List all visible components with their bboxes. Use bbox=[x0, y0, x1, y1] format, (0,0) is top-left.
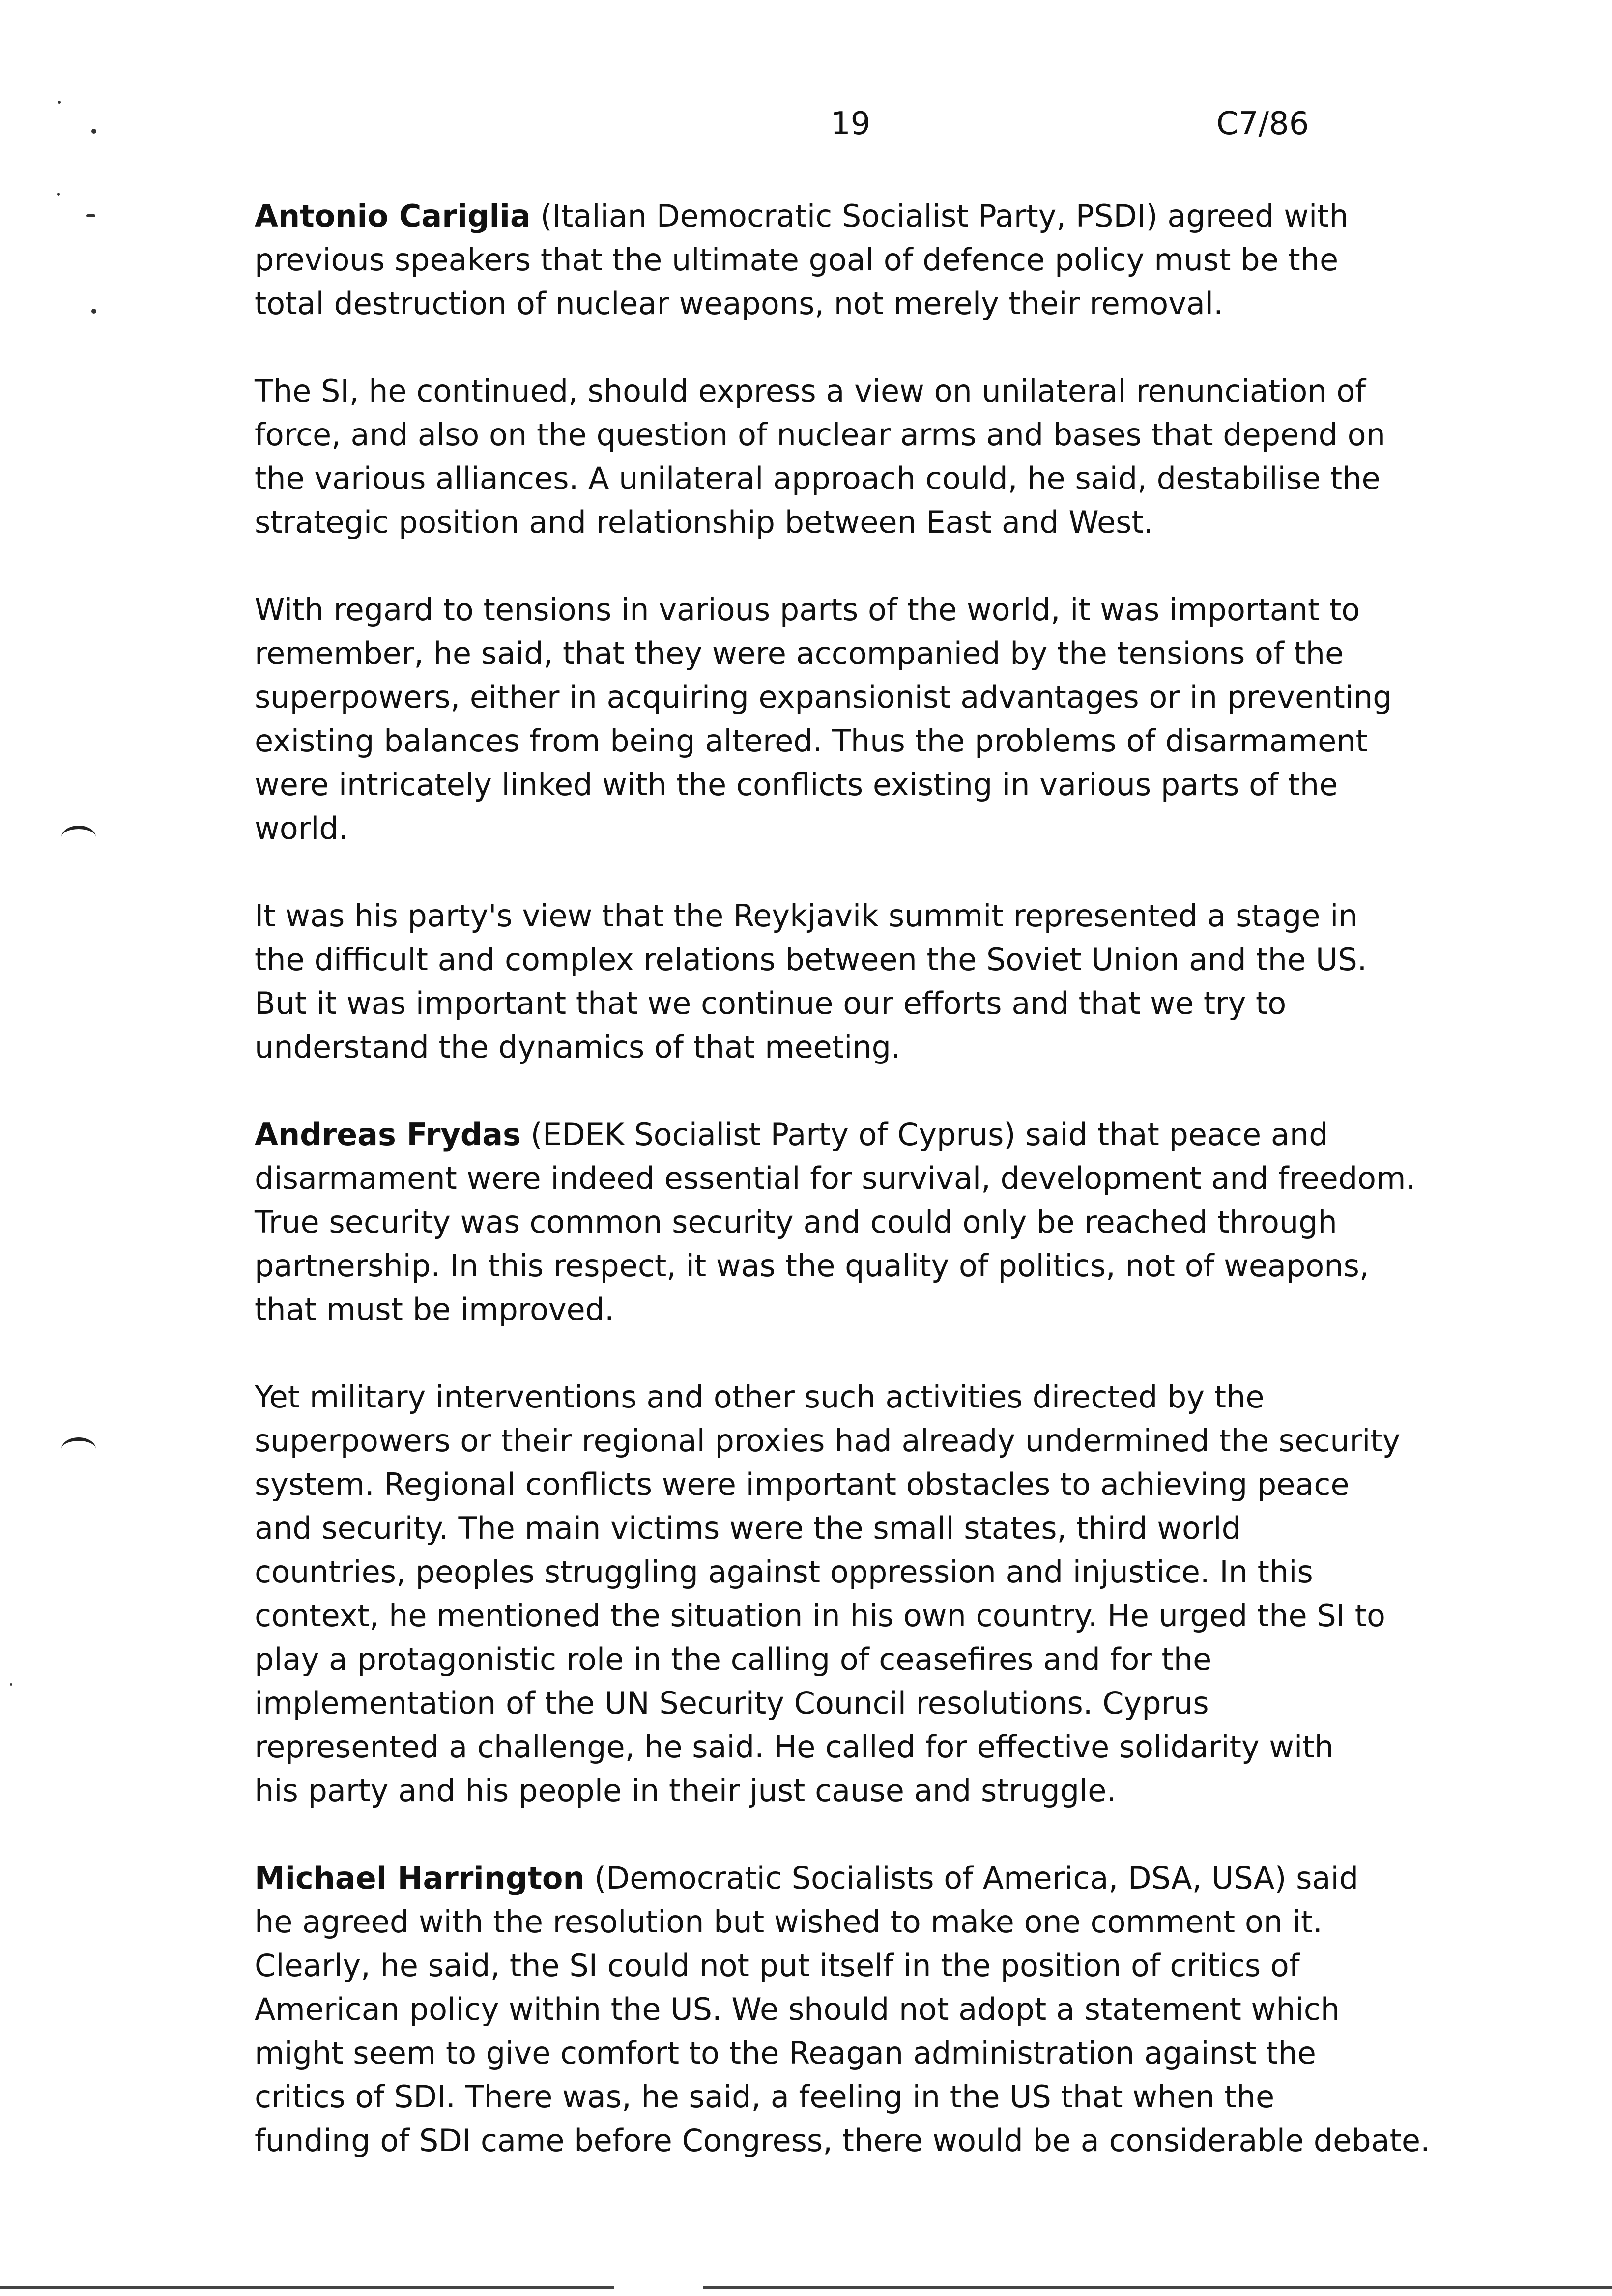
scan-speck bbox=[57, 193, 60, 196]
scan-speck bbox=[58, 101, 61, 104]
paragraph-si-view bbox=[255, 369, 1454, 544]
paragraph-text: The SI, he continued, should express a view on unilateral renunciation of force, and also on the question of nuclear arms and bases that depend on the various alliances. A unilateral approach could, he said, destabilise the strategic position and relationship between East and West. bbox=[255, 373, 1385, 540]
paragraph-text: (Democratic Socialists of America, DSA, USA) said he agreed with the resolution but wished to make one comment on it. Clearly, he said, the SI could not put itself in the position of critics of American policy within the US. We should not adopt a statement which might seem to give comfort to the Reagan administration against the critics of SDI. There was, he said, a feeling in the US that when the funding of SDI came before Congress, there would be a considerable debate. bbox=[255, 1860, 1430, 2158]
paragraph-text: Yet military interventions and other such activities directed by the superpowers or their regional proxies had already undermined the security system. Regional conflicts were important obstacles to achieving peace and security. The main victims were the small states, third world countries, peoples struggling against oppression and injustice. In this context, he mentioned the situation in his own country. He urged the SI to play a protagonistic role in the calling of ceasefires and for the implementation of the UN Security Council resolutions. Cyprus represented a challenge, he said. He called for effective solidarity with his party and his people in their just cause and struggle. bbox=[255, 1379, 1401, 1808]
page-header bbox=[0, 106, 1612, 150]
page-number: 19 bbox=[831, 106, 871, 142]
paragraph-text: With regard to tensions in various parts of the world, it was important to remember, he said, that they were accompanied by the tensions of the superpowers, either in acquiring expansionist advantages or in preventing existing balances from being altered. Thus the problems of disarmament were intricately linked with the conflicts existing in various parts of the world. bbox=[255, 592, 1392, 846]
paragraph-frydas bbox=[255, 1113, 1454, 1331]
bottom-scan-line bbox=[703, 2286, 1612, 2289]
binder-hole-mark bbox=[86, 214, 95, 217]
speaker-name: Antonio Cariglia bbox=[255, 198, 531, 234]
paragraph-text: (Italian Democratic Socialist Party, PSDI) agreed with previous speakers that the ultimate goal of defence policy must be the total destruction of nuclear weapons, not merely their removal. bbox=[255, 198, 1349, 321]
paragraph-harrington bbox=[255, 1856, 1454, 2162]
bottom-scan-line bbox=[0, 2286, 614, 2289]
paragraph-cariglia bbox=[255, 194, 1454, 325]
paragraph-military-interventions bbox=[255, 1375, 1454, 1812]
binder-hole-mark bbox=[91, 309, 96, 314]
paragraph-text: It was his party's view that the Reykjavik summit represented a stage in the difficult and complex relations between the Soviet Union and the US. But it was important that we continue our efforts and that we try to understand the dynamics of that meeting. bbox=[255, 898, 1367, 1065]
paragraph-reykjavik bbox=[255, 894, 1454, 1069]
paragraph-tensions bbox=[255, 588, 1454, 850]
punch-hole-arc bbox=[61, 1437, 96, 1461]
speaker-name: Michael Harrington bbox=[255, 1860, 585, 1896]
paragraph-text: (EDEK Socialist Party of Cyprus) said that peace and disarmament were indeed essential for survival, development and freedom. True security was common security and could only be reached through partnership. In this respect, it was the quality of politics, not of weapons, that must be improved. bbox=[255, 1117, 1416, 1327]
speaker-name: Andreas Frydas bbox=[255, 1117, 521, 1152]
punch-hole-arc bbox=[61, 826, 96, 849]
document-body bbox=[255, 194, 1454, 2206]
document-code: C7/86 bbox=[1216, 106, 1309, 142]
scan-speck bbox=[10, 1683, 12, 1686]
